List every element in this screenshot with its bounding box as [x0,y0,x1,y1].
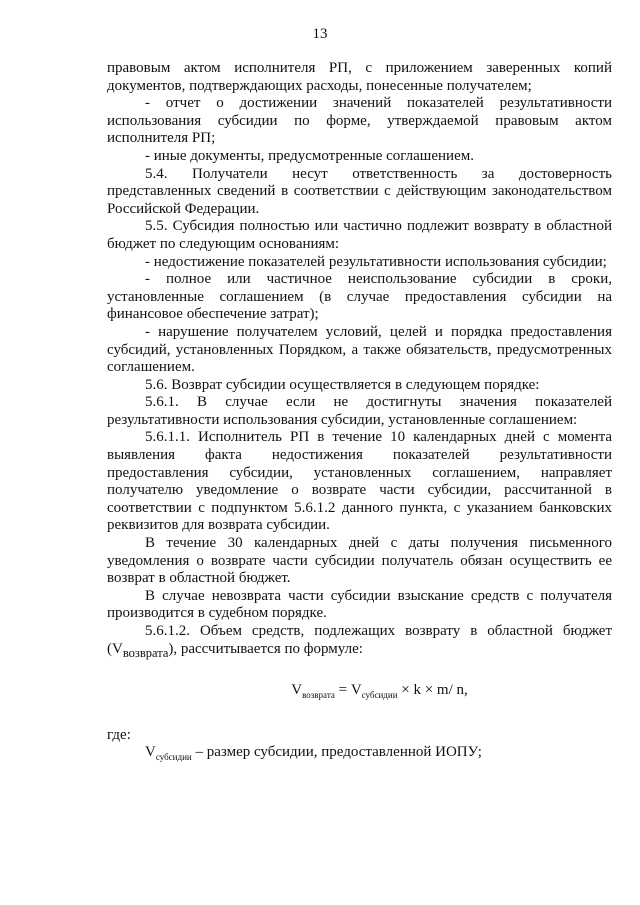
formula-symbol: V [291,682,303,699]
variable-subscript: субсидии [155,752,192,763]
document-body [107,60,612,767]
paragraph: - иные документы, предусмотренные соглашением. [145,147,474,164]
page-number: 13 [312,26,328,42]
paragraph: - отчет о достижении значений показателей результативности использования субсидии по форме, утверждаемой правовым актом исполнителя РП; [107,95,612,147]
formula-part: = V [334,682,362,699]
paragraph: правовым актом исполнителя РП, с приложением заверенных копий документов, подтверждающих расходы, понесенные получателем; [107,60,612,94]
paragraph: 5.6.1.1. Исполнитель РП в течение 10 календарных дней с момента выявления факта недостижения показателей результативности предоставления субсидии, установленных соглашением, направляет получателю уведомление о возврате части субсидии, рассчитанной в соответствии с подпунктом 5.6.1.2 данного пункта, с указанием банковских реквизитов для возврата субсидии. [107,429,612,534]
variable-description: – размер субсидии, предоставленной ИОПУ; [191,744,482,761]
paragraph-formula-intro [107,623,612,662]
paragraph: В течение 30 календарных дней с даты получения письменного уведомления о возврате части субсидии получатель обязан осуществить ее возврат в областной бюджет. [107,535,612,587]
formula-subscript: субсидии [361,690,398,701]
text-fragment: 5.6.1.2. Объем средств, подлежащих возврату в областной бюджет (V [107,623,612,657]
where-label: где: [107,726,131,743]
formula-part: × k × m/ n, [397,682,468,699]
paragraph: - недостижение показателей результативности использования субсидии; [145,253,607,270]
variable-definition [107,744,612,767]
paragraph: 5.4. Получатели несут ответственность за достоверность представленных сведений в соответствии с действующим законодательством Российской Федерации. [107,165,612,217]
paragraph: - полное или частичное неиспользование субсидии в сроки, установленные соглашением (в случае предоставления субсидии на финансовое обеспечение затрат); [107,271,612,323]
paragraph: 5.6.1. В случае если не достигнуты значения показателей результативности использования субсидии, установленные соглашением: [107,394,612,428]
subscript: возврата [122,645,169,660]
paragraph: В случае невозврата части субсидии взыскание средств с получателя производится в судебном порядке. [107,587,612,622]
formula [107,682,612,705]
formula-subscript: возврата [302,690,335,701]
paragraph: 5.6. Возврат субсидии осуществляется в следующем порядке: [145,376,540,393]
paragraph: 5.5. Субсидия полностью или частично подлежит возврату в областной бюджет по следующим основаниям: [107,218,612,252]
text-fragment: ), рассчитывается по формуле: [168,640,363,657]
variable-symbol: V [145,744,156,761]
paragraph: - нарушение получателем условий, целей и порядка предоставления субсидий, установленных Порядком, а также обязательств, предусмотренных соглашением. [107,323,612,376]
